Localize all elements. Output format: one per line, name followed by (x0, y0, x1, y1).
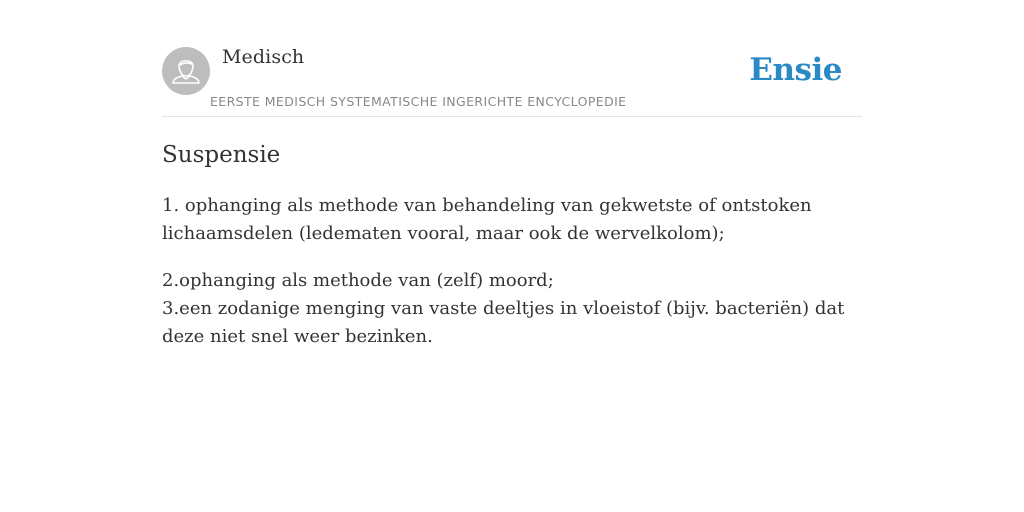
header (162, 0, 862, 117)
definition-line-3: 3.een zodanige menging van vaste deeltjes in vloeistof (bijv. bacteriën) dat deze niet snel weer bezinken. (162, 298, 845, 347)
article (162, 140, 862, 370)
ensie-logo[interactable]: Ensie (749, 52, 842, 88)
page-title: Suspensie (162, 142, 281, 168)
definition-paragraph-1: 1. ophanging als methode van behandeling van gekwetste of ontstoken lichaamsdelen (ledematen vooral, maar ook de wervelkolom); (162, 195, 812, 244)
encyclopedia-subtitle[interactable]: EERSTE MEDISCH SYSTEMATISCHE INGERICHTE ENCYCLOPEDIE (210, 94, 627, 109)
definition-paragraph-2 (162, 267, 862, 351)
avatar[interactable] (162, 47, 210, 95)
user-silhouette-icon (162, 47, 210, 95)
author-name[interactable]: Medisch (222, 46, 305, 68)
definition-line-2: 2.ophanging als methode van (zelf) moord; (162, 270, 554, 291)
